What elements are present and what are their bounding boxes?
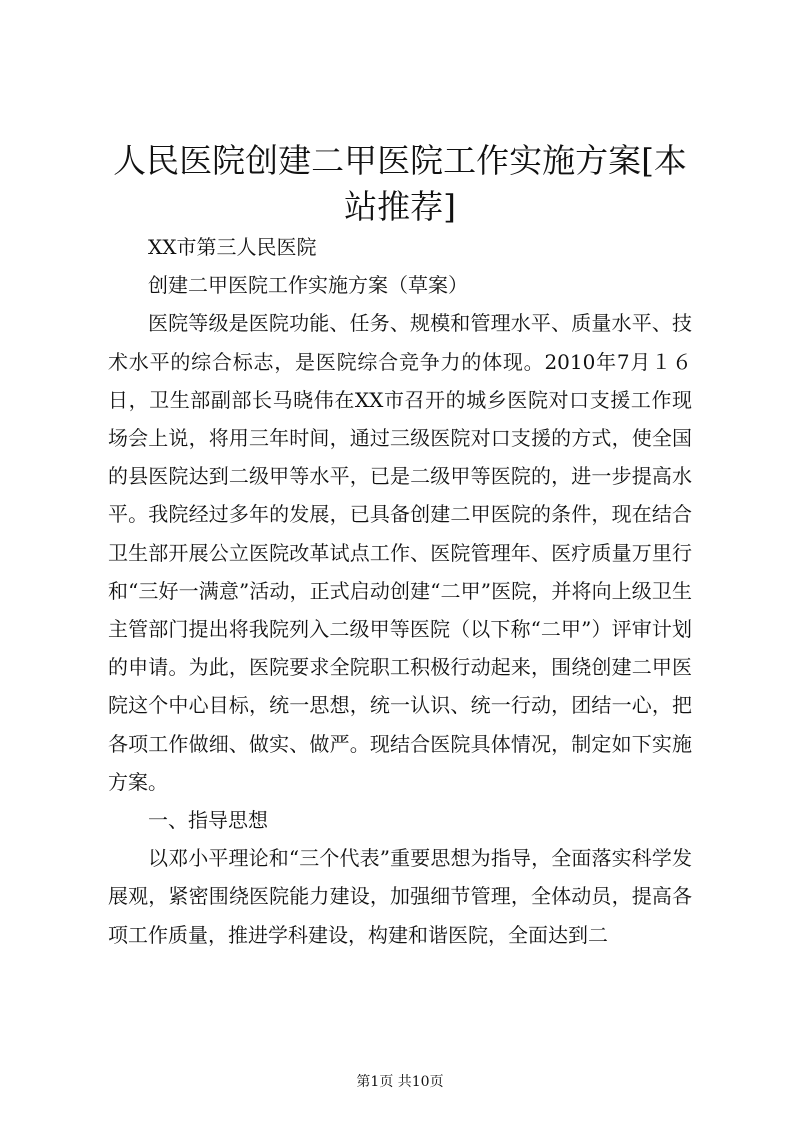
plan-subtitle-line: 创建二甲医院工作实施方案（草案） <box>148 273 468 298</box>
hospital-name-line: XX市第三人民医院 <box>148 235 317 259</box>
document-title: 人民医院创建二甲医院工作实施方案[本站推荐] <box>113 141 687 226</box>
intro-paragraph: 医院等级是医院功能、任务、规模和管理水平、质量水平、技术水平的综合标志，是医院综合竞争力的体现。2010年7月１６日，卫生部副部长马晓伟在XX市召开的城乡医院对口支援工作现场会上说，将用三年时间，通过三级医院对口支援的方式，使全国的县医院达到二级甲等水平，已是二级甲等医院的，进一步提高水平。我院经过多年的发展，已具备创建二甲医院的条件，现在结合卫生部开展公立医院改革试点工作、医院管理年、医疗质量万里行和“三好一满意”活动，正式启动创建“二甲”医院，并将向上级卫生主管部门提出将我院列入二级甲等医院（以下称“二甲”）评审计划的申请。为此，医院要求全院职工积极行动起来，围绕创建二甲医院这个中心目标，统一思想，统一认识、统一行动，团结一心，把各项工作做细、做实、做严。现结合医院具体情况，制定如下实施方案。 <box>108 311 692 794</box>
section-heading-guiding-ideology: 一、指导思想 <box>148 808 268 833</box>
document-body <box>108 228 692 954</box>
page-footer: 第1页 共10页 <box>356 1074 444 1090</box>
guiding-ideology-paragraph: 以邓小平理论和“三个代表”重要思想为指导，全面落实科学发展观，紧密围绕医院能力建设，加强细节管理，全体动员，提高各项工作质量，推进学科建设，构建和谐医院，全面达到二 <box>108 846 692 947</box>
